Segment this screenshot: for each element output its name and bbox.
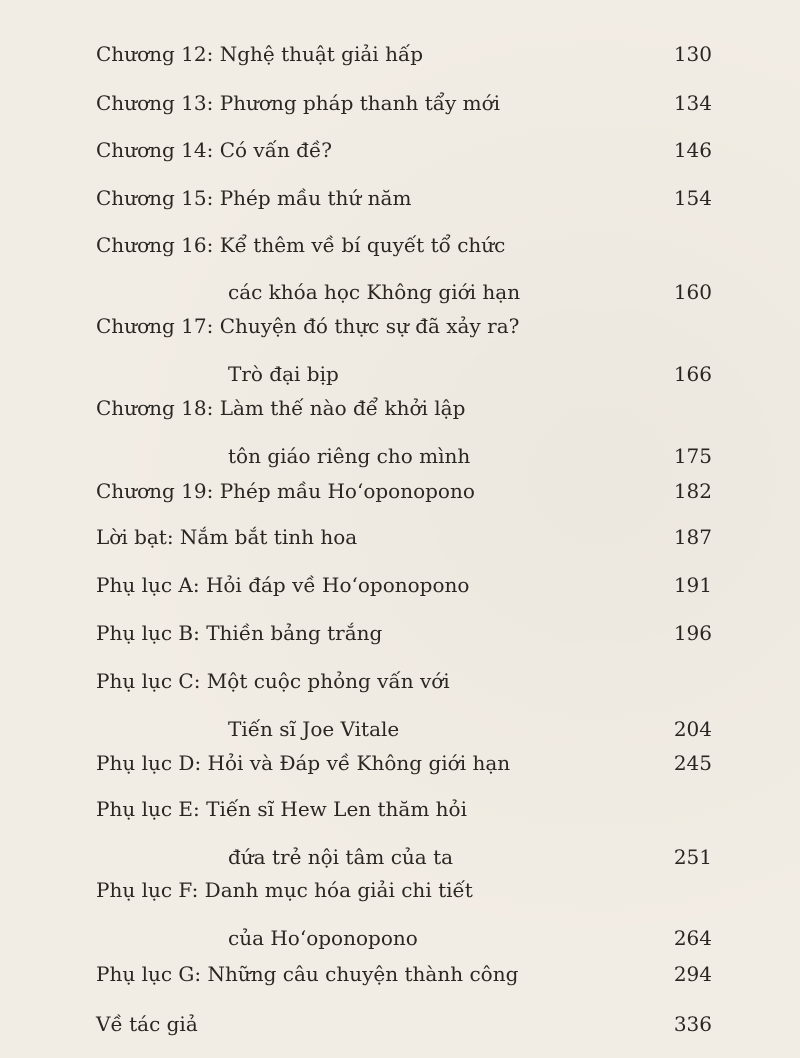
- toc-entry: [96, 797, 712, 869]
- toc-entry-title: Phụ lục D: Hỏi và Đáp về Không giới hạn: [96, 751, 511, 775]
- toc-entry: [96, 962, 712, 986]
- toc-entry-title: Phụ lục G: Những câu chuyện thành công: [96, 962, 519, 986]
- toc-entry-title: Chương 14: Có vấn đề?: [96, 138, 333, 162]
- toc-entry: [96, 751, 712, 775]
- toc-entry-title: Chương 15: Phép mầu thứ năm: [96, 186, 412, 210]
- toc-entry-title: Phụ lục C: Một cuộc phỏng vấn với: [96, 669, 450, 693]
- toc-page-number: 160: [673, 280, 712, 304]
- toc-page-number: 175: [673, 444, 712, 468]
- toc-entry-title: Lời bạt: Nắm bắt tinh hoa: [96, 525, 358, 549]
- toc-entry-title-continued: đứa trẻ nội tâm của ta: [228, 845, 454, 869]
- toc-page-number: 251: [673, 845, 712, 869]
- toc-entry: [96, 186, 712, 210]
- toc-entry: [96, 42, 712, 66]
- toc-entry: [96, 525, 712, 549]
- toc-entry-title: Chương 17: Chuyện đó thực sự đã xảy ra?: [96, 314, 520, 338]
- toc-entry-title: Chương 18: Làm thế nào để khởi lập: [96, 396, 466, 420]
- toc-entry-title: Chương 12: Nghệ thuật giải hấp: [96, 42, 424, 66]
- toc-entry-title-continued: Trò đại bịp: [228, 362, 339, 386]
- toc-entry-title-continued: tôn giáo riêng cho mình: [228, 444, 471, 468]
- toc-entry: [96, 138, 712, 162]
- toc-page-number: 187: [673, 525, 712, 549]
- toc-page-number: 245: [673, 751, 712, 775]
- toc-entry: [96, 396, 712, 468]
- toc-entry-title: Phụ lục B: Thiền bảng trắng: [96, 621, 383, 645]
- toc-entry: [96, 1012, 712, 1036]
- toc-entry-title: Phụ lục A: Hỏi đáp về Hoʻoponopono: [96, 573, 470, 597]
- toc-page-number: 336: [673, 1012, 712, 1036]
- toc-entry: [96, 621, 712, 645]
- toc-page-number: 134: [673, 91, 712, 115]
- toc-entry-title-continued: Tiến sĩ Joe Vitale: [228, 717, 400, 741]
- toc-entry-title: Chương 16: Kể thêm về bí quyết tổ chức: [96, 233, 506, 257]
- toc-entry: [96, 878, 712, 950]
- toc-page-number: 182: [673, 479, 712, 503]
- toc-page-number: 166: [673, 362, 712, 386]
- toc-entry: [96, 233, 712, 304]
- toc-page-number: 196: [673, 621, 712, 645]
- toc-entry-title: Phụ lục E: Tiến sĩ Hew Len thăm hỏi: [96, 797, 467, 821]
- toc-entry-title-continued: của Hoʻoponopono: [228, 926, 418, 950]
- toc-entry-title: Về tác giả: [96, 1012, 198, 1036]
- toc-page-number: 154: [673, 186, 712, 210]
- toc-page-number: 191: [673, 573, 712, 597]
- toc-entry: [96, 669, 712, 741]
- toc-entry: [96, 314, 712, 386]
- toc-entry: [96, 573, 712, 597]
- toc-entry-title: Chương 19: Phép mầu Hoʻoponopono: [96, 479, 475, 503]
- toc-page-number: 294: [673, 962, 712, 986]
- toc-entry: [96, 479, 712, 503]
- toc-entry-title: Chương 13: Phương pháp thanh tẩy mới: [96, 91, 501, 115]
- toc-page-number: 146: [673, 138, 712, 162]
- toc-page-number: 264: [673, 926, 712, 950]
- toc-entry: [96, 91, 712, 115]
- toc-page-number: 130: [673, 42, 712, 66]
- toc-page-number: 204: [673, 717, 712, 741]
- toc-entry-title-continued: các khóa học Không giới hạn: [228, 280, 521, 304]
- toc-entry-title: Phụ lục F: Danh mục hóa giải chi tiết: [96, 878, 473, 902]
